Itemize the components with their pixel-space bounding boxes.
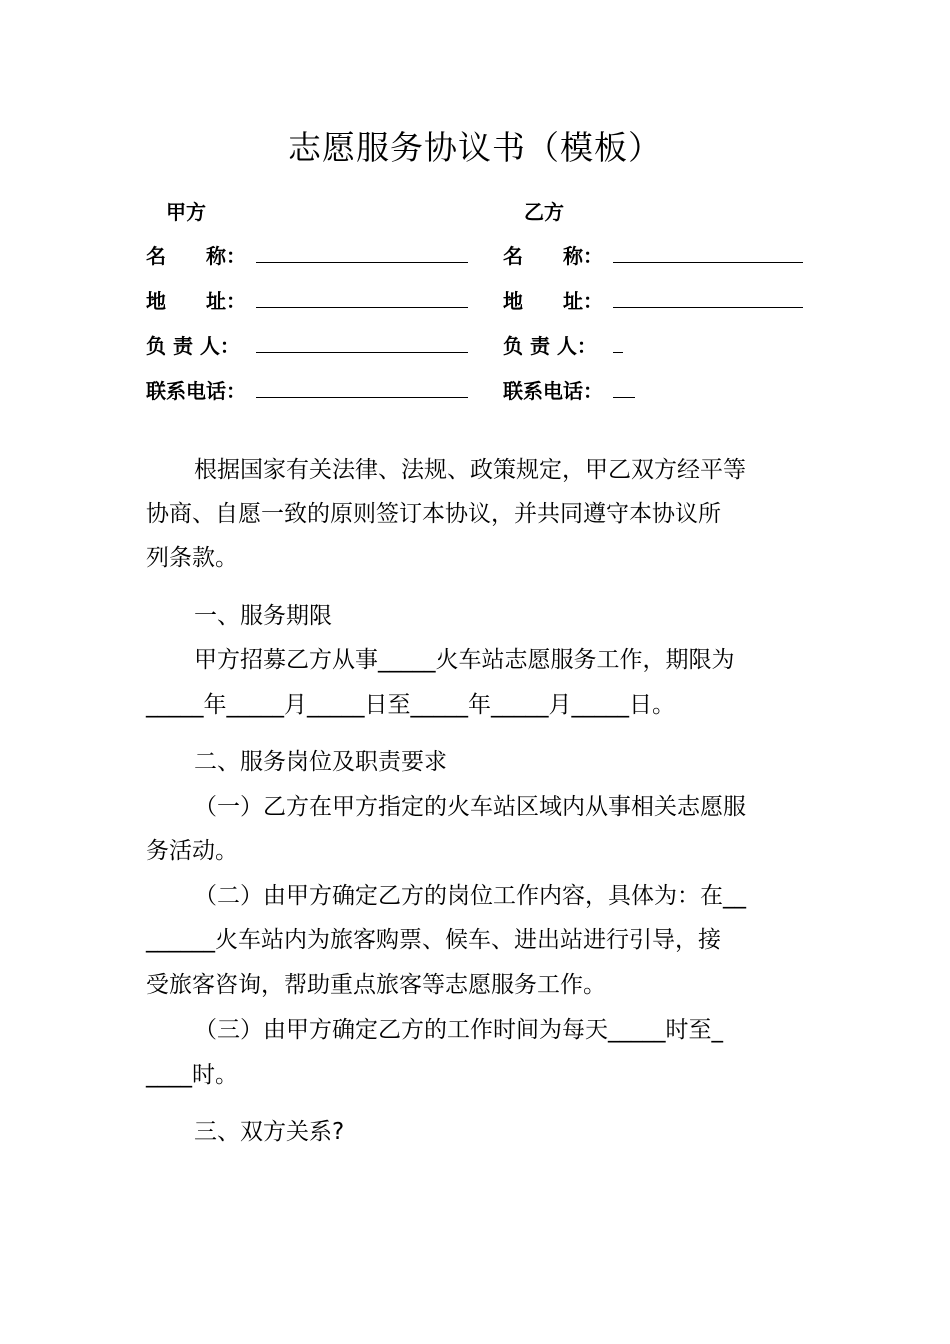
intro-line-3: 列条款。 [146, 545, 238, 571]
section-2-item-1-line-2: 务活动。 [146, 838, 238, 864]
section-3-title: 三、双方关系? [194, 1119, 345, 1145]
section-2-title: 二、服务岗位及职责要求 [194, 749, 447, 775]
party-a-person-label: 负 责 人： [146, 334, 240, 358]
party-b-heading: 乙方 [524, 200, 564, 224]
intro-line-2: 协商、自愿一致的原则签订本协议，并共同遵守本协议所 [146, 501, 721, 527]
party-b-name-blank [613, 262, 803, 263]
section-2-item-3-line-1: （三）由甲方确定乙方的工作时间为每天_____时至_ [194, 1017, 723, 1043]
section-2-item-2-line-1: （二）由甲方确定乙方的岗位工作内容，具体为：在__ [194, 883, 746, 909]
party-a-name-blank [256, 262, 468, 263]
party-b-person-blank [613, 352, 623, 353]
party-a-phone-blank [256, 397, 468, 398]
party-b-name-label: 名 称： [503, 244, 603, 268]
section-1-line-2: _____年_____月_____日至_____年_____月_____日。 [146, 692, 675, 718]
page-title: 志愿服务协议书（模板） [288, 128, 662, 167]
party-a-heading: 甲方 [166, 200, 206, 224]
section-2-item-1-line-1: （一）乙方在甲方指定的火车站区域内从事相关志愿服 [194, 794, 746, 820]
party-a-person-blank [256, 352, 468, 353]
party-b-phone-blank [613, 397, 635, 398]
section-1-line-1: 甲方招募乙方从事_____火车站志愿服务工作，期限为 [194, 647, 735, 673]
party-b-address-label: 地 址： [503, 289, 603, 313]
section-1-title: 一、服务期限 [194, 603, 332, 629]
section-2-item-3-line-2: ____时。 [146, 1062, 238, 1088]
party-a-phone-label: 联系电话： [146, 379, 246, 403]
party-b-person-label: 负 责 人： [503, 334, 597, 358]
intro-line-1: 根据国家有关法律、法规、政策规定，甲乙双方经平等 [194, 457, 746, 483]
section-2-item-2-line-3: 受旅客咨询，帮助重点旅客等志愿服务工作。 [146, 972, 606, 998]
party-a-address-label: 地 址： [146, 289, 246, 313]
party-a-name-label: 名 称： [146, 244, 246, 268]
section-2-item-2-line-2: ______火车站内为旅客购票、候车、进出站进行引导，接 [146, 927, 721, 953]
party-a-address-blank [256, 307, 468, 308]
party-b-phone-label: 联系电话： [503, 379, 603, 403]
party-b-address-blank [613, 307, 803, 308]
